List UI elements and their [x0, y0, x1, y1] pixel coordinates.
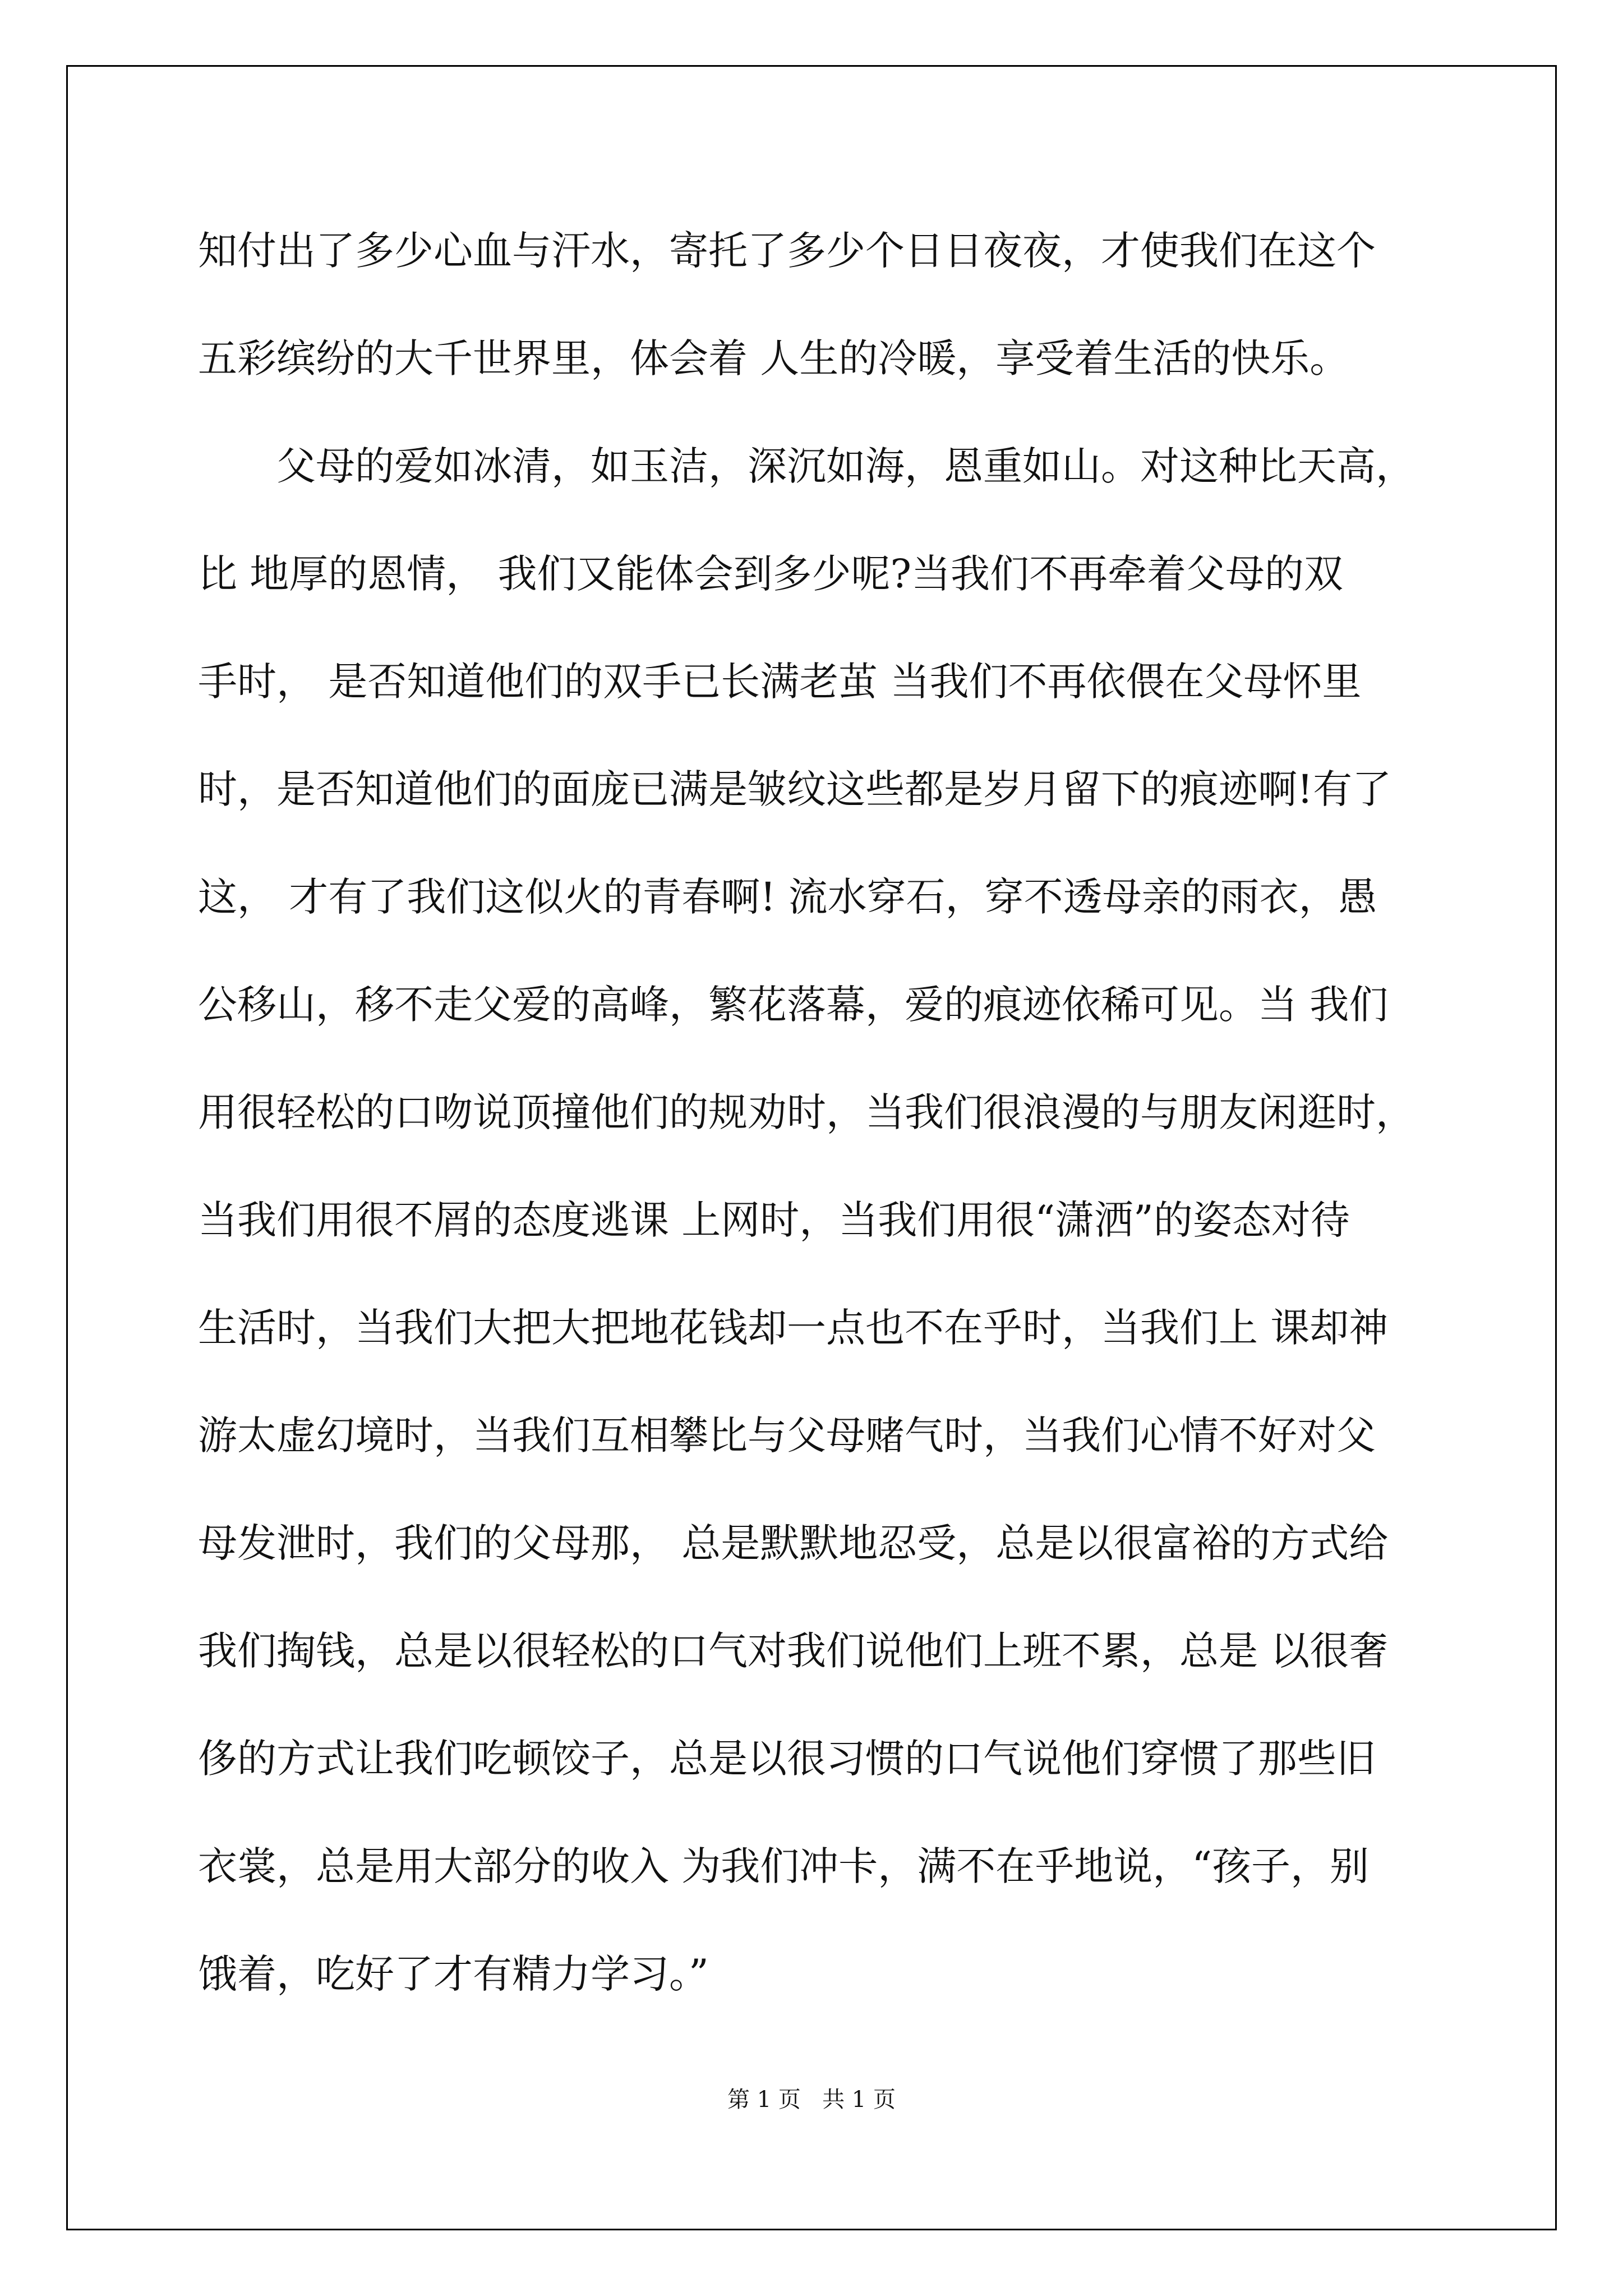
document-body	[198, 197, 1454, 2028]
text-line: 公移山，移不走父爱的高峰，繁花落幕，爱的痕迹依稀可见。当 我们	[198, 982, 1389, 1028]
text-line: 侈的方式让我们吃顿饺子，总是以很习惯的口气说他们穿惯了那些旧	[198, 1736, 1376, 1782]
text-line: 五彩缤纷的大千世界里，体会着 人生的冷暖，享受着生活的快乐。	[198, 335, 1349, 381]
text-line: 当我们用很不屑的态度逃课 上网时，当我们用很“潇洒”的姿态对待	[198, 1197, 1350, 1243]
text-line: 生活时，当我们大把大把地花钱却一点也不在乎时，当我们上 课却神	[198, 1305, 1389, 1351]
text-line: 知付出了多少心血与汗水，寄托了多少个日日夜夜，才使我们在这个	[198, 228, 1376, 274]
text-line: 手时， 是否知道他们的双手已长满老茧 当我们不再依偎在父母怀里	[198, 659, 1362, 705]
text-line: 游太虚幻境时，当我们互相攀比与父母赌气时，当我们心情不好对父	[198, 1412, 1376, 1458]
text-line: 时，是否知道他们的面庞已满是皱纹这些都是岁月留下的痕迹啊!有了	[198, 766, 1392, 812]
text-line: 父母的爱如冰清，如玉洁，深沉如海，恩重如山。对这种比天高，	[276, 443, 1415, 489]
text-line: 我们掏钱，总是以很轻松的口气对我们说他们上班不累，总是 以很奢	[198, 1628, 1389, 1674]
text-line: 用很轻松的口吻说顶撞他们的规劝时，当我们很浪漫的与朋友闲逛时，	[198, 1089, 1415, 1135]
text-line: 衣裳，总是用大部分的收入 为我们冲卡，满不在乎地说，“孩子，别	[198, 1843, 1370, 1889]
page-number-footer: 第 1 页 共 1 页	[727, 2087, 896, 2113]
text-line: 饿着，吃好了才有精力学习。”	[198, 1951, 709, 1997]
text-line: 这， 才有了我们这似火的青春啊! 流水穿石，穿不透母亲的雨衣，愚	[198, 874, 1377, 920]
text-line: 比 地厚的恩情， 我们又能体会到多少呢?当我们不再牵着父母的双	[198, 551, 1344, 597]
text-line: 母发泄时，我们的父母那， 总是默默地忍受，总是以很富裕的方式给	[198, 1520, 1389, 1566]
